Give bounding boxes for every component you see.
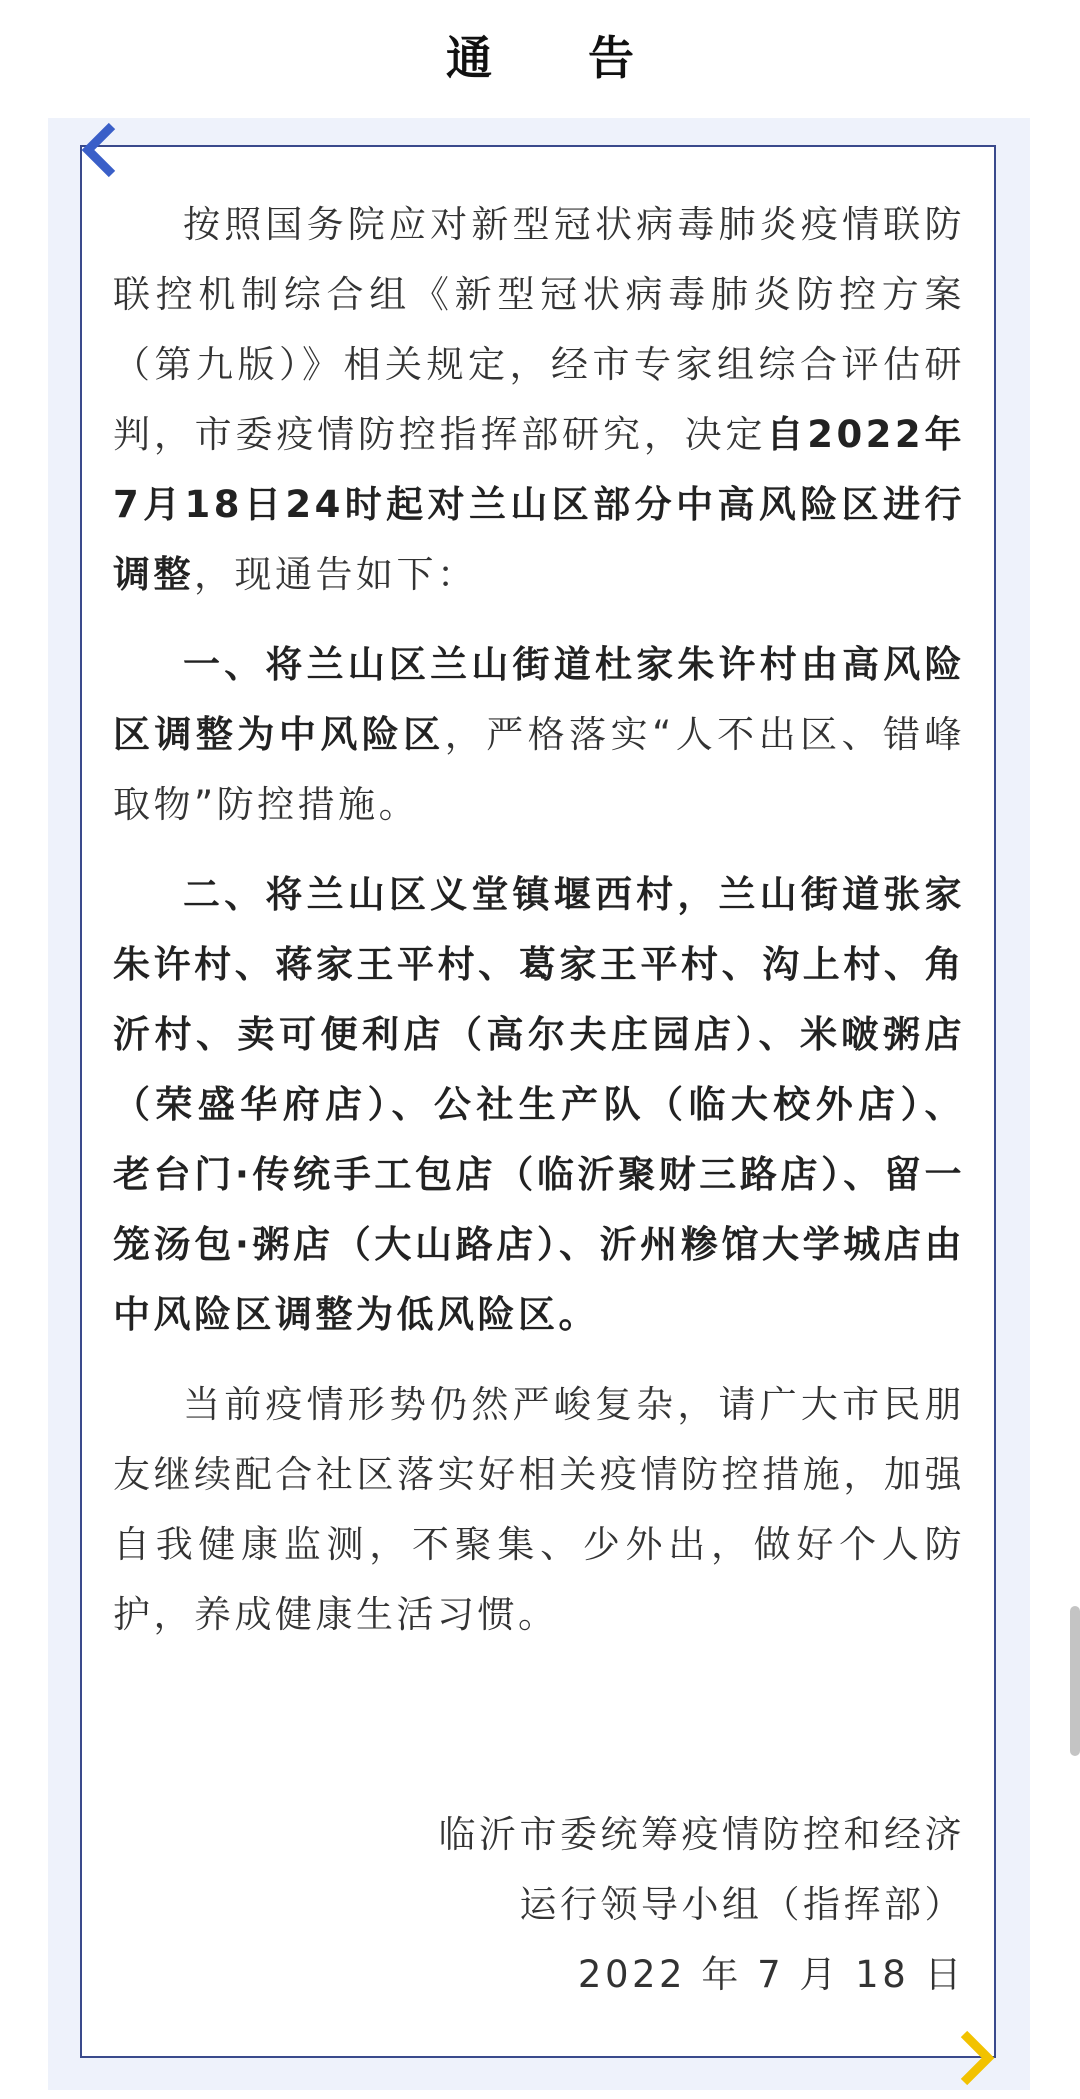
chevron-right-icon <box>958 2030 998 2086</box>
signature-org-line-2: 运行领导小组（指挥部） <box>519 1883 965 1926</box>
notice-title: 通 告 <box>445 31 674 85</box>
signature-date: 2022 年 7 月 18 日 <box>577 1953 965 1996</box>
paragraph-intro: 按照国务院应对新型冠状病毒肺炎疫情联防联控机制综合组《新型冠状病毒肺炎防控方案（第九版）》相关规定，经市专家组综合评估研判，市委疫情防控指挥部研究，决定自2022年7月18日24时起对兰山区部分中高风险区进行调整，现通告如下： <box>113 203 966 596</box>
signature-org-line-1: 临沂市委统筹疫情防控和经济 <box>438 1813 965 1856</box>
scrollbar[interactable] <box>1070 1606 1080 1756</box>
signature-block <box>113 1800 965 2010</box>
paragraph-item-1: 一、将兰山区兰山街道杜家朱许村由高风险区调整为中风险区，严格落实“人不出区、错峰取物”防控措施。 <box>113 643 965 826</box>
notice-body <box>113 190 965 1670</box>
paragraph-item-2: 二、将兰山区义堂镇堰西村，兰山街道张家朱许村、蒋家王平村、葛家王平村、沟上村、角沂村、卖可便利店（高尔夫庄园店）、米啵粥店（荣盛华府店）、公社生产队（临大校外店）、老台门·传统手工包店（临沂聚财三路店）、留一笼汤包·粥店（大山路店）、沂州糁馆大学城店由中风险区调整为低风险区。 <box>113 873 965 1336</box>
chevron-left-icon <box>78 122 118 178</box>
paragraph-closing: 当前疫情形势仍然严峻复杂，请广大市民朋友继续配合社区落实好相关疫情防控措施，加强自我健康监测，不聚集、少外出，做好个人防护，养成健康生活习惯。 <box>113 1383 965 1636</box>
